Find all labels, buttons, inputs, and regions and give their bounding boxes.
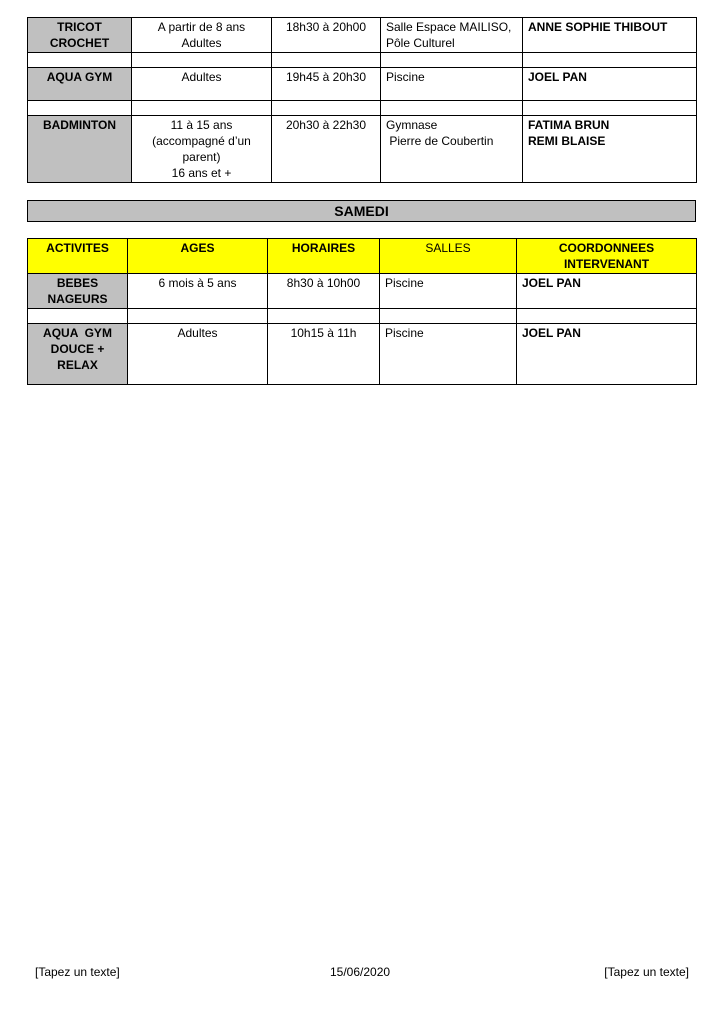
footer-right: [Tapez un texte] (604, 965, 689, 979)
table-row (28, 18, 697, 53)
horaires-cell: 10h15 à 11h (268, 324, 380, 385)
spacer-row (28, 53, 697, 68)
header-horaires: HORAIRES (268, 239, 380, 274)
saturday-schedule-table (27, 238, 697, 385)
footer-left: [Tapez un texte] (35, 965, 120, 979)
ages-cell: A partir de 8 ans Adultes (132, 18, 272, 53)
spacer-row (28, 101, 697, 116)
horaires-cell: 20h30 à 22h30 (272, 116, 381, 183)
salles-cell: Piscine (380, 324, 517, 385)
salles-cell: Piscine (381, 68, 523, 101)
header-coordonnees: COORDONNEES INTERVENANT (517, 239, 697, 274)
header-salles: SALLES (380, 239, 517, 274)
ages-cell: Adultes (132, 68, 272, 101)
section-title-samedi: SAMEDI (27, 200, 696, 222)
spacer-row (28, 309, 697, 324)
table-row (28, 68, 697, 101)
horaires-cell: 19h45 à 20h30 (272, 68, 381, 101)
activity-cell: BEBES NAGEURS (28, 274, 128, 309)
horaires-cell: 18h30 à 20h00 (272, 18, 381, 53)
activity-cell: TRICOT CROCHET (28, 18, 132, 53)
intervenant-cell: JOEL PAN (517, 274, 697, 309)
intervenant-cell: JOEL PAN (517, 324, 697, 385)
ages-cell: 11 à 15 ans (accompagné d’un parent) 16 ans et + (132, 116, 272, 183)
salles-cell: Piscine (380, 274, 517, 309)
ages-cell: 6 mois à 5 ans (128, 274, 268, 309)
salles-cell: Gymnase Pierre de Coubertin (381, 116, 523, 183)
table-row (28, 116, 697, 183)
intervenant-cell: JOEL PAN (523, 68, 697, 101)
activity-cell: AQUA GYM DOUCE + RELAX (28, 324, 128, 385)
header-ages: AGES (128, 239, 268, 274)
horaires-cell: 8h30 à 10h00 (268, 274, 380, 309)
activity-cell: BADMINTON (28, 116, 132, 183)
table-header-row (28, 239, 697, 274)
activity-cell: AQUA GYM (28, 68, 132, 101)
footer-date: 15/06/2020 (330, 965, 391, 979)
intervenant-cell: FATIMA BRUN REMI BLAISE (523, 116, 697, 183)
table-row (28, 274, 697, 309)
header-activites: ACTIVITES (28, 239, 128, 274)
intervenant-cell: ANNE SOPHIE THIBOUT (523, 18, 697, 53)
table-row (28, 324, 697, 385)
salles-cell: Salle Espace MAILISO, Pôle Culturel (381, 18, 523, 53)
ages-cell: Adultes (128, 324, 268, 385)
friday-schedule-table (27, 17, 697, 183)
